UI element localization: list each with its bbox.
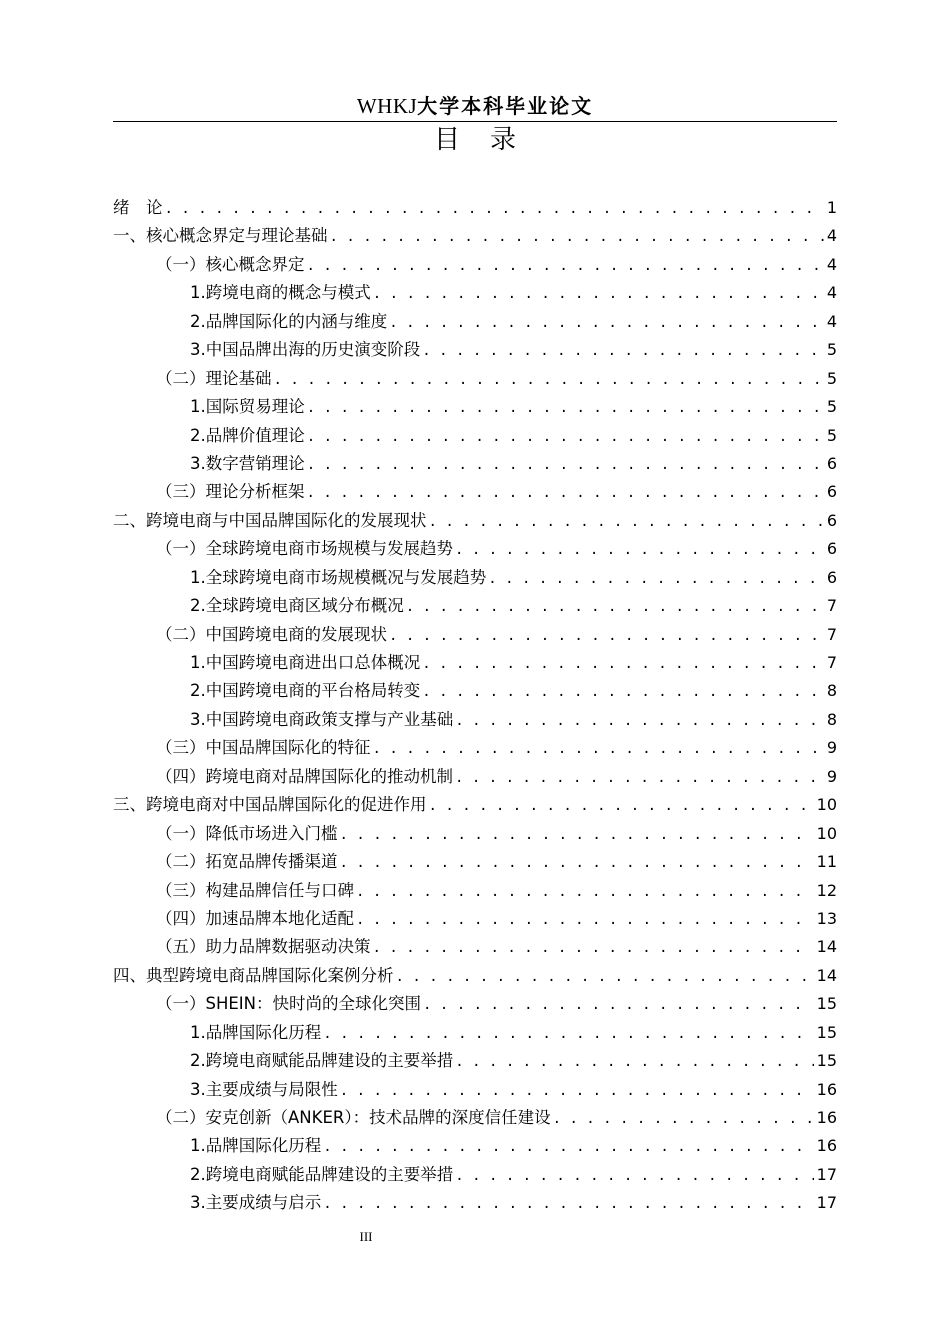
toc-leader-dots [553, 1105, 814, 1133]
toc-leader-dots [274, 366, 824, 394]
toc-entry-title: 2.跨境电商赋能品牌建设的主要举措 [190, 1051, 454, 1071]
title-char-1: 目 [433, 125, 460, 155]
toc-entry-title: 2.跨境电商赋能品牌建设的主要举措 [190, 1164, 454, 1184]
toc-entry-page: 1 [826, 198, 837, 217]
header-thesis-label: 大学本科毕业论文 [417, 94, 594, 118]
toc-entry-title: （二）安克创新（ANKER）：技术品牌的深度信任建设 [156, 1108, 551, 1127]
table-of-contents [113, 194, 837, 1218]
toc-entry-page: 14 [816, 937, 837, 957]
toc-entry-title: 2.品牌价值理论 [190, 425, 305, 445]
toc-entry-title: 3.中国跨境电商政策支撑与产业基础 [190, 709, 454, 729]
toc-entry[interactable] [113, 791, 837, 819]
toc-entry[interactable] [113, 763, 837, 791]
toc-leader-dots [422, 337, 824, 365]
toc-entry-page: 9 [826, 766, 837, 786]
toc-entry-title: 2.全球跨境电商区域分布概况 [190, 596, 404, 616]
toc-leader-dots [323, 1133, 813, 1161]
toc-entry-page: 16 [816, 1136, 837, 1156]
toc-entry-page: 6 [826, 482, 837, 502]
toc-leader-dots [389, 622, 824, 650]
toc-entry-title: 1.中国跨境电商进出口总体概况 [190, 653, 421, 672]
toc-entry-title: 3.主要成绩与局限性 [190, 1079, 338, 1099]
toc-entry-page: 16 [816, 1079, 837, 1099]
toc-leader-dots [455, 764, 824, 792]
toc-entry[interactable] [113, 1161, 837, 1189]
toc-entry-title: （三）理论分析框架 [156, 482, 305, 502]
toc-entry-page: 10 [816, 795, 837, 815]
toc-leader-dots [356, 906, 814, 934]
toc-leader-dots [323, 1020, 813, 1048]
toc-entry-title: （二）理论基础 [156, 368, 272, 388]
toc-entry[interactable] [113, 905, 837, 933]
toc-leader-dots [307, 394, 824, 422]
toc-entry[interactable] [113, 706, 837, 734]
header-school-code: WHKJ [356, 94, 418, 118]
toc-leader-dots [373, 280, 824, 308]
toc-leader-dots [330, 223, 824, 251]
toc-entry[interactable] [113, 649, 837, 677]
toc-entry[interactable] [113, 933, 837, 961]
toc-entry-title: 3.中国品牌出海的历史演变阶段 [190, 340, 421, 360]
toc-entry-title: 四、典型跨境电商品牌国际化案例分析 [113, 965, 394, 985]
toc-leader-dots [455, 536, 824, 564]
toc-entry-title: （四）加速品牌本地化适配 [156, 908, 354, 928]
page-title [113, 123, 837, 157]
toc-entry[interactable] [113, 251, 837, 279]
toc-entry[interactable] [113, 478, 837, 506]
page-number: III [359, 1229, 373, 1244]
toc-entry-page: 12 [816, 880, 837, 900]
toc-leader-dots [165, 195, 824, 223]
toc-entry-page: 4 [826, 254, 837, 274]
toc-entry[interactable] [113, 1019, 837, 1047]
toc-leader-dots [429, 792, 814, 820]
toc-entry-page: 15 [816, 1022, 837, 1042]
toc-leader-dots [307, 479, 824, 507]
toc-entry-title: （一）降低市场进入门槛 [156, 823, 338, 843]
toc-entry[interactable] [113, 535, 837, 563]
toc-entry[interactable] [113, 734, 837, 762]
toc-entry-title: 绪 论 [113, 198, 163, 217]
toc-entry[interactable] [113, 621, 837, 649]
toc-entry-page: 5 [826, 340, 837, 360]
toc-entry[interactable] [113, 820, 837, 848]
toc-entry-page: 7 [826, 653, 837, 672]
toc-entry-page: 5 [826, 425, 837, 445]
toc-entry-title: （一）全球跨境电商市场规模与发展趋势 [156, 539, 453, 559]
toc-entry-page: 16 [816, 1108, 837, 1127]
toc-entry-page: 7 [826, 624, 837, 644]
toc-entry-page: 9 [826, 738, 837, 758]
toc-entry[interactable] [113, 962, 837, 990]
toc-entry-page: 8 [826, 709, 837, 729]
toc-entry[interactable] [113, 848, 837, 876]
toc-entry-title: 3.主要成绩与启示 [190, 1193, 322, 1213]
toc-entry-page: 6 [826, 453, 837, 473]
toc-leader-dots [356, 878, 814, 906]
toc-entry-page: 4 [826, 226, 837, 246]
toc-leader-dots [389, 309, 824, 337]
toc-entry-title: 1.品牌国际化历程 [190, 1022, 322, 1042]
toc-entry[interactable] [113, 507, 837, 535]
toc-entry-page: 15 [816, 994, 837, 1014]
toc-entry[interactable] [113, 677, 837, 705]
toc-entry-page: 5 [826, 368, 837, 388]
running-header [113, 92, 837, 120]
toc-entry-page: 8 [826, 681, 837, 701]
toc-entry-title: （二）拓宽品牌传播渠道 [156, 852, 338, 872]
toc-entry-title: （一）核心概念界定 [156, 254, 305, 274]
toc-entry[interactable] [113, 393, 837, 421]
toc-leader-dots [422, 650, 824, 678]
toc-entry-title: （二）中国跨境电商的发展现状 [156, 624, 387, 644]
toc-entry-title: （五）助力品牌数据驱动决策 [156, 937, 371, 957]
toc-entry-title: （三）构建品牌信任与口碑 [156, 880, 354, 900]
toc-entry-title: 2.品牌国际化的内涵与维度 [190, 311, 388, 331]
toc-entry-page: 13 [816, 908, 837, 928]
toc-entry[interactable] [113, 450, 837, 478]
toc-entry[interactable] [113, 336, 837, 364]
toc-leader-dots [423, 991, 814, 1019]
toc-entry-page: 17 [816, 1193, 837, 1213]
toc-entry[interactable] [113, 422, 837, 450]
toc-entry-page: 5 [826, 397, 837, 417]
toc-entry-page: 6 [826, 510, 837, 530]
toc-leader-dots [340, 849, 814, 877]
toc-leader-dots [307, 451, 824, 479]
toc-leader-dots [406, 593, 824, 621]
toc-entry-page: 11 [816, 852, 837, 872]
toc-entry-page: 14 [816, 965, 837, 985]
toc-leader-dots [340, 821, 814, 849]
toc-leader-dots [455, 1162, 813, 1190]
toc-entry-page: 4 [826, 283, 837, 303]
toc-entry[interactable] [113, 1047, 837, 1075]
toc-entry-page: 4 [826, 311, 837, 331]
toc-leader-dots [373, 934, 814, 962]
toc-entry[interactable] [113, 365, 837, 393]
toc-entry[interactable] [113, 564, 837, 592]
toc-entry-title: 1.跨境电商的概念与模式 [190, 283, 371, 303]
toc-entry-title: （一）SHEIN：快时尚的全球化突围 [156, 994, 422, 1014]
toc-entry-title: 三、跨境电商对中国品牌国际化的促进作用 [113, 795, 427, 815]
toc-entry[interactable] [113, 222, 837, 250]
toc-entry[interactable] [113, 877, 837, 905]
toc-entry[interactable] [113, 1076, 837, 1104]
toc-leader-dots [488, 565, 824, 593]
toc-leader-dots [340, 1077, 814, 1105]
toc-entry-title: 二、跨境电商与中国品牌国际化的发展现状 [113, 510, 427, 530]
toc-entry-title: 一、核心概念界定与理论基础 [113, 226, 328, 246]
toc-entry[interactable] [113, 279, 837, 307]
toc-leader-dots [323, 1190, 813, 1218]
toc-entry-title: 3.数字营销理论 [190, 453, 305, 473]
toc-entry-title: （四）跨境电商对品牌国际化的推动机制 [156, 766, 453, 786]
toc-entry[interactable] [113, 592, 837, 620]
toc-leader-dots [455, 707, 824, 735]
toc-entry-page: 6 [826, 539, 837, 559]
toc-leader-dots [307, 423, 824, 451]
toc-entry[interactable] [113, 308, 837, 336]
toc-entry-page: 17 [816, 1164, 837, 1184]
header-rule [113, 121, 837, 122]
toc-entry-title: 1.全球跨境电商市场规模概况与发展趋势 [190, 567, 487, 587]
toc-entry-page: 10 [816, 823, 837, 843]
toc-leader-dots [455, 1048, 813, 1076]
toc-entry-title: 1.品牌国际化历程 [190, 1136, 322, 1156]
toc-leader-dots [396, 963, 814, 991]
toc-entry-page: 15 [816, 1051, 837, 1071]
toc-entry-page: 7 [826, 596, 837, 616]
toc-entry[interactable] [113, 990, 837, 1018]
toc-leader-dots [307, 252, 824, 280]
toc-entry-title: 1.国际贸易理论 [190, 397, 305, 417]
toc-entry[interactable] [113, 1104, 837, 1132]
toc-entry[interactable] [113, 1132, 837, 1160]
toc-leader-dots [429, 508, 824, 536]
toc-entry-title: 2.中国跨境电商的平台格局转变 [190, 681, 421, 701]
toc-entry[interactable] [113, 194, 837, 222]
toc-entry[interactable] [113, 1189, 837, 1217]
toc-leader-dots [373, 735, 824, 763]
toc-entry-title: （三）中国品牌国际化的特征 [156, 738, 371, 758]
toc-entry-page: 6 [826, 567, 837, 587]
title-char-2: 录 [490, 125, 517, 155]
toc-leader-dots [422, 678, 824, 706]
